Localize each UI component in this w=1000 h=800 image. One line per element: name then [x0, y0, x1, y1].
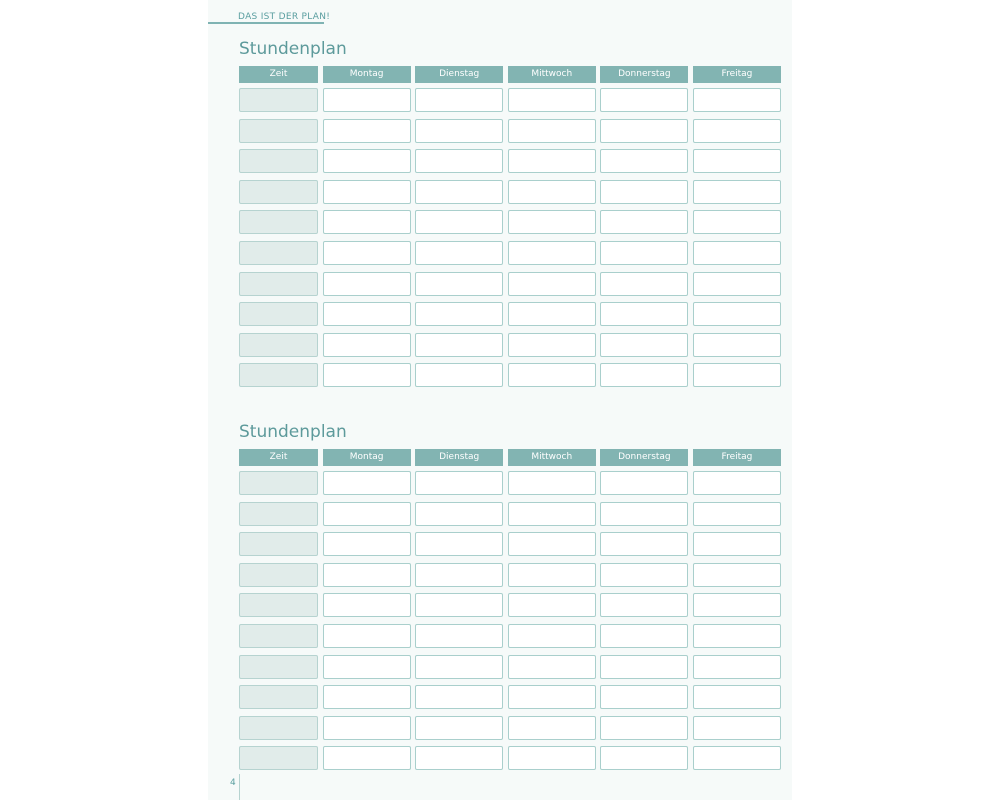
lesson-cell-freitag[interactable]: [693, 272, 781, 296]
lesson-cell-freitag[interactable]: [693, 716, 781, 740]
lesson-cell-dienstag[interactable]: [415, 746, 503, 770]
lesson-cell-donnerstag[interactable]: [600, 333, 688, 357]
lesson-cell-donnerstag[interactable]: [600, 624, 688, 648]
lesson-cell-montag[interactable]: [323, 88, 411, 112]
lesson-cell-montag[interactable]: [323, 180, 411, 204]
footer-rule: [239, 774, 240, 800]
lesson-cell-montag[interactable]: [323, 241, 411, 265]
lesson-cell-donnerstag[interactable]: [600, 180, 688, 204]
time-cell[interactable]: [239, 241, 318, 265]
column-header-freitag: Freitag: [693, 449, 781, 466]
header-rule: [208, 22, 324, 24]
time-cell[interactable]: [239, 180, 318, 204]
lesson-cell-montag[interactable]: [323, 363, 411, 387]
lesson-cell-mittwoch[interactable]: [508, 563, 596, 587]
lesson-cell-mittwoch[interactable]: [508, 210, 596, 234]
column-header-mittwoch: Mittwoch: [508, 449, 596, 466]
lesson-cell-montag[interactable]: [323, 119, 411, 143]
lesson-cell-dienstag[interactable]: [415, 593, 503, 617]
lesson-cell-montag[interactable]: [323, 302, 411, 326]
time-cell[interactable]: [239, 88, 318, 112]
page: [208, 0, 792, 800]
timetable-2: [239, 421, 780, 777]
lesson-cell-dienstag[interactable]: [415, 241, 503, 265]
page-number: 4: [230, 778, 236, 788]
column-header-montag: Montag: [323, 449, 411, 466]
lesson-cell-freitag[interactable]: [693, 180, 781, 204]
time-cell[interactable]: [239, 563, 318, 587]
timetable-title: Stundenplan: [239, 422, 347, 442]
lesson-cell-freitag[interactable]: [693, 532, 781, 556]
lesson-cell-montag[interactable]: [323, 746, 411, 770]
column-header-freitag: Freitag: [693, 66, 781, 83]
time-cell[interactable]: [239, 746, 318, 770]
lesson-cell-donnerstag[interactable]: [600, 502, 688, 526]
lesson-cell-freitag[interactable]: [693, 241, 781, 265]
lesson-cell-mittwoch[interactable]: [508, 471, 596, 495]
lesson-cell-dienstag[interactable]: [415, 302, 503, 326]
lesson-cell-freitag[interactable]: [693, 333, 781, 357]
lesson-cell-dienstag[interactable]: [415, 149, 503, 173]
column-header-mittwoch: Mittwoch: [508, 66, 596, 83]
lesson-cell-montag[interactable]: [323, 210, 411, 234]
lesson-cell-donnerstag[interactable]: [600, 149, 688, 173]
lesson-cell-dienstag[interactable]: [415, 88, 503, 112]
time-cell[interactable]: [239, 655, 318, 679]
lesson-cell-dienstag[interactable]: [415, 563, 503, 587]
lesson-cell-freitag[interactable]: [693, 210, 781, 234]
time-cell[interactable]: [239, 624, 318, 648]
time-cell[interactable]: [239, 593, 318, 617]
lesson-cell-mittwoch[interactable]: [508, 746, 596, 770]
lesson-cell-mittwoch[interactable]: [508, 624, 596, 648]
time-cell[interactable]: [239, 363, 318, 387]
lesson-cell-mittwoch[interactable]: [508, 180, 596, 204]
lesson-cell-dienstag[interactable]: [415, 471, 503, 495]
column-header-donnerstag: Donnerstag: [600, 449, 688, 466]
time-cell[interactable]: [239, 502, 318, 526]
timetable-grid: [239, 66, 780, 394]
lesson-cell-donnerstag[interactable]: [600, 272, 688, 296]
timetable-1: [239, 38, 780, 394]
lesson-cell-freitag[interactable]: [693, 655, 781, 679]
lesson-cell-dienstag[interactable]: [415, 532, 503, 556]
lesson-cell-montag[interactable]: [323, 685, 411, 709]
time-cell[interactable]: [239, 471, 318, 495]
time-cell[interactable]: [239, 333, 318, 357]
lesson-cell-dienstag[interactable]: [415, 502, 503, 526]
lesson-cell-dienstag[interactable]: [415, 210, 503, 234]
lesson-cell-mittwoch[interactable]: [508, 593, 596, 617]
lesson-cell-dienstag[interactable]: [415, 624, 503, 648]
time-cell[interactable]: [239, 272, 318, 296]
column-header-zeit: Zeit: [239, 66, 318, 83]
lesson-cell-freitag[interactable]: [693, 685, 781, 709]
lesson-cell-mittwoch[interactable]: [508, 302, 596, 326]
lesson-cell-montag[interactable]: [323, 149, 411, 173]
time-cell[interactable]: [239, 149, 318, 173]
lesson-cell-freitag[interactable]: [693, 746, 781, 770]
time-cell[interactable]: [239, 119, 318, 143]
time-cell[interactable]: [239, 716, 318, 740]
lesson-cell-freitag[interactable]: [693, 149, 781, 173]
lesson-cell-donnerstag[interactable]: [600, 363, 688, 387]
lesson-cell-freitag[interactable]: [693, 593, 781, 617]
column-header-donnerstag: Donnerstag: [600, 66, 688, 83]
lesson-cell-donnerstag[interactable]: [600, 88, 688, 112]
lesson-cell-dienstag[interactable]: [415, 363, 503, 387]
lesson-cell-montag[interactable]: [323, 502, 411, 526]
lesson-cell-freitag[interactable]: [693, 363, 781, 387]
lesson-cell-freitag[interactable]: [693, 302, 781, 326]
timetable-grid: [239, 449, 780, 777]
lesson-cell-dienstag[interactable]: [415, 716, 503, 740]
lesson-cell-dienstag[interactable]: [415, 655, 503, 679]
lesson-cell-montag[interactable]: [323, 532, 411, 556]
lesson-cell-donnerstag[interactable]: [600, 241, 688, 265]
lesson-cell-donnerstag[interactable]: [600, 655, 688, 679]
lesson-cell-mittwoch[interactable]: [508, 333, 596, 357]
column-header-dienstag: Dienstag: [415, 449, 503, 466]
lesson-cell-mittwoch[interactable]: [508, 685, 596, 709]
lesson-cell-mittwoch[interactable]: [508, 272, 596, 296]
lesson-cell-montag[interactable]: [323, 655, 411, 679]
column-header-zeit: Zeit: [239, 449, 318, 466]
lesson-cell-mittwoch[interactable]: [508, 363, 596, 387]
lesson-cell-mittwoch[interactable]: [508, 532, 596, 556]
lesson-cell-mittwoch[interactable]: [508, 149, 596, 173]
lesson-cell-montag[interactable]: [323, 272, 411, 296]
time-cell[interactable]: [239, 210, 318, 234]
lesson-cell-donnerstag[interactable]: [600, 593, 688, 617]
lesson-cell-montag[interactable]: [323, 624, 411, 648]
lesson-cell-dienstag[interactable]: [415, 272, 503, 296]
lesson-cell-mittwoch[interactable]: [508, 716, 596, 740]
lesson-cell-freitag[interactable]: [693, 471, 781, 495]
lesson-cell-freitag[interactable]: [693, 502, 781, 526]
lesson-cell-donnerstag[interactable]: [600, 471, 688, 495]
section-label: DAS IST DER PLAN!: [238, 12, 331, 22]
lesson-cell-donnerstag[interactable]: [600, 685, 688, 709]
lesson-cell-mittwoch[interactable]: [508, 119, 596, 143]
lesson-cell-montag[interactable]: [323, 563, 411, 587]
lesson-cell-donnerstag[interactable]: [600, 532, 688, 556]
lesson-cell-mittwoch[interactable]: [508, 502, 596, 526]
lesson-cell-donnerstag[interactable]: [600, 119, 688, 143]
time-cell[interactable]: [239, 302, 318, 326]
lesson-cell-dienstag[interactable]: [415, 685, 503, 709]
lesson-cell-montag[interactable]: [323, 333, 411, 357]
lesson-cell-dienstag[interactable]: [415, 119, 503, 143]
lesson-cell-montag[interactable]: [323, 471, 411, 495]
time-cell[interactable]: [239, 532, 318, 556]
lesson-cell-donnerstag[interactable]: [600, 302, 688, 326]
lesson-cell-montag[interactable]: [323, 593, 411, 617]
lesson-cell-donnerstag[interactable]: [600, 210, 688, 234]
lesson-cell-dienstag[interactable]: [415, 333, 503, 357]
column-header-dienstag: Dienstag: [415, 66, 503, 83]
lesson-cell-freitag[interactable]: [693, 119, 781, 143]
lesson-cell-donnerstag[interactable]: [600, 746, 688, 770]
lesson-cell-donnerstag[interactable]: [600, 716, 688, 740]
column-header-montag: Montag: [323, 66, 411, 83]
lesson-cell-mittwoch[interactable]: [508, 655, 596, 679]
timetable-title: Stundenplan: [239, 39, 347, 59]
lesson-cell-dienstag[interactable]: [415, 180, 503, 204]
lesson-cell-freitag[interactable]: [693, 88, 781, 112]
lesson-cell-donnerstag[interactable]: [600, 563, 688, 587]
lesson-cell-freitag[interactable]: [693, 563, 781, 587]
lesson-cell-montag[interactable]: [323, 716, 411, 740]
lesson-cell-mittwoch[interactable]: [508, 88, 596, 112]
lesson-cell-freitag[interactable]: [693, 624, 781, 648]
time-cell[interactable]: [239, 685, 318, 709]
lesson-cell-mittwoch[interactable]: [508, 241, 596, 265]
